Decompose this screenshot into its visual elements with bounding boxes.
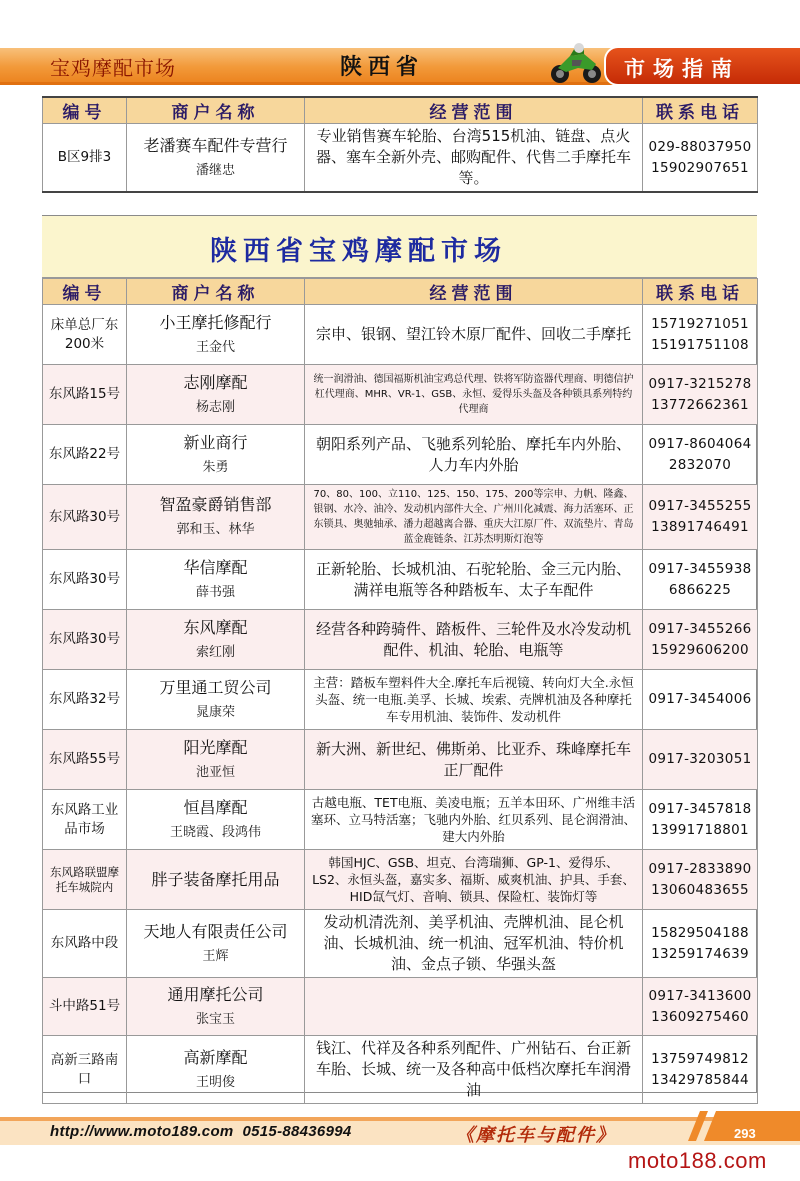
merchant-name: 智盈豪爵销售部 [159, 495, 272, 514]
merchant-phone-cell [643, 305, 758, 365]
merchant-scope: 古越电瓶、TET电瓶、美凌电瓶；五羊本田环、广州维丰活塞环、立马特活塞；飞驰内外胎、红贝系列、昆仑润滑油、建大内外胎 [305, 790, 643, 850]
merchant-contact-person: 王明俊 [195, 1074, 235, 1090]
column-header-phone: 联系电话 [643, 97, 758, 124]
merchant-phone-cell [643, 790, 758, 850]
site-watermark: moto188.com [628, 1148, 767, 1173]
merchant-scope: 70、80、100、立110、125、150、175、200等宗申、力帆、隆鑫、银钢、水冷、油冷、发动机内部件大全、广州川化减震、海力活塞环、正东锁具、奥驰轴承、潘力超越离合器、重庆大江原厂件、双流垫片、青岛蓝金鹿链条、江苏杰明斯灯泡等 [305, 485, 643, 550]
merchant-id: 床单总厂东200米 [43, 305, 127, 365]
merchant-phone: 0917-3413600 [648, 987, 752, 1004]
table-row [43, 550, 758, 610]
merchant-id: 东风路中段 [43, 910, 127, 978]
table-row [43, 425, 758, 485]
merchant-name-cell [127, 485, 305, 550]
merchant-name: 老潘赛车配件专营行 [143, 135, 288, 155]
merchant-id: 斗中路51号 [43, 978, 127, 1036]
merchant-scope: 专业销售赛车轮胎、台湾515机油、链盘、点火器、塞车全新外壳、邮购配件、代售二手摩托车等。 [305, 124, 643, 193]
merchant-scope: 经营各种跨骑件、踏板件、三轮件及水冷发动机配件、机油、轮胎、电瓶等 [305, 610, 643, 670]
merchant-id: 高新三路南口 [43, 1036, 127, 1104]
merchant-phone: 13429785844 [651, 1071, 749, 1088]
merchant-name: 天地人有限责任公司 [143, 921, 288, 941]
table-row [43, 610, 758, 670]
column-header-id: 编号 [43, 97, 127, 124]
merchant-id: 东风路工业品市场 [43, 790, 127, 850]
market-guide-badge [604, 46, 800, 86]
merchant-contact-person: 索红刚 [195, 644, 235, 660]
merchant-name-cell [127, 850, 305, 910]
merchant-phone: 0917-3215278 [648, 375, 752, 392]
merchant-phone: 0917-2833890 [648, 860, 752, 877]
merchant-contact-person: 池亚恒 [195, 764, 235, 780]
merchant-name-cell [127, 790, 305, 850]
merchant-name: 高新摩配 [183, 1047, 248, 1067]
merchant-name: 新业商行 [183, 432, 248, 452]
merchant-phone-cell [643, 365, 758, 425]
column-header-id: 编号 [43, 279, 127, 305]
table-row [43, 790, 758, 850]
column-header-scope: 经营范围 [305, 97, 643, 124]
merchant-id: 东风路联盟摩托车城院内 [43, 850, 127, 910]
merchant-phone: 0917-3455266 [648, 620, 752, 637]
merchant-phone: 6866225 [668, 581, 732, 598]
merchant-scope: 统一润滑油、德国福斯机油宝鸡总代理、铁将军防盗器代理商、明德信护杠代理商、MHR、VR-1、GSB、永恒、爱得乐头盔及各种锁具系列特约代理商 [305, 365, 643, 425]
merchant-scope: 正新轮胎、长城机油、石驼轮胎、金三元内胎、满祥电瓶等各种踏板车、太子车配件 [305, 550, 643, 610]
column-header-name: 商户名称 [127, 279, 305, 305]
footer-phone: 0515-88436994 [242, 1123, 352, 1140]
table-row [43, 978, 758, 1036]
merchant-scope: 钱江、代祥及各种系列配件、广州钻石、台正新车胎、长城、统一及各种高中低档次摩托车润滑油 [305, 1036, 643, 1104]
main-merchant-table [42, 278, 758, 1104]
header-center-title: 陕西省 [340, 54, 425, 80]
merchant-phone: 15829504188 [651, 924, 749, 941]
merchant-contact-person: 张宝玉 [195, 1011, 235, 1027]
merchant-contact-person: 潘继忠 [195, 162, 235, 178]
header-right-title: 市场指南 [624, 56, 740, 81]
merchant-name-cell [127, 365, 305, 425]
merchant-scope: 发动机清洗剂、美孚机油、壳牌机油、昆仑机油、长城机油、统一机油、冠军机油、特价机油、金点子锁、华强头盔 [305, 910, 643, 978]
merchant-name-cell [127, 730, 305, 790]
merchant-phone: 13891746491 [651, 519, 749, 535]
section-title-band [42, 216, 757, 278]
merchant-contact-person: 王金代 [195, 339, 235, 355]
merchant-phone: 0917-8604064 [648, 435, 752, 452]
merchant-phone-cell [643, 425, 758, 485]
table-row [43, 1036, 758, 1104]
main-table-body [43, 305, 758, 1104]
table-row [43, 850, 758, 910]
merchant-id: 东风路30号 [43, 485, 127, 550]
column-header-phone: 联系电话 [643, 279, 758, 305]
table-row [43, 670, 758, 730]
merchant-phone: 0917-3454006 [648, 691, 752, 707]
merchant-phone: 15719271051 [651, 315, 749, 332]
merchant-name-cell [127, 978, 305, 1036]
section-title: 陕西省宝鸡摩配市场 [210, 236, 507, 267]
table-row [43, 910, 758, 978]
merchant-contact-person: 薛书强 [195, 584, 235, 600]
merchant-id: 东风路30号 [43, 550, 127, 610]
merchant-phone: 13991718801 [651, 821, 749, 838]
merchant-id: 东风路55号 [43, 730, 127, 790]
table-header-row [43, 279, 758, 305]
merchant-name: 万里通工贸公司 [159, 677, 272, 697]
merchant-contact-person: 王辉 [202, 948, 229, 964]
merchant-contact-person: 郭和玉、林华 [176, 522, 255, 537]
merchant-phone: 13772662361 [651, 396, 749, 413]
page-header [0, 0, 800, 92]
merchant-contact-person: 晁康荣 [195, 704, 235, 720]
merchant-phone-cell [643, 978, 758, 1036]
merchant-phone-cell [643, 485, 758, 550]
merchant-name-cell [127, 550, 305, 610]
merchant-phone: 2832070 [668, 456, 732, 473]
merchant-phone-cell [643, 550, 758, 610]
merchant-phone: 13060483655 [651, 881, 749, 898]
merchant-name-cell [127, 124, 305, 193]
footer-magazine-title: 《摩托车与配件》 [456, 1125, 616, 1146]
merchant-scope: 朝阳系列产品、飞驰系列轮胎、摩托车内外胎、人力车内外胎 [305, 425, 643, 485]
merchant-phone: 0917-3455938 [648, 560, 752, 577]
merchant-phone: 0917-3457818 [648, 800, 752, 817]
merchant-id: 东风路22号 [43, 425, 127, 485]
footer-contact [50, 1123, 352, 1140]
header-left-title: 宝鸡摩配市场 [50, 56, 176, 80]
merchant-scope: 主营：踏板车塑料件大全.摩托车后视镜、转向灯大全.永恒头盔、统一电瓶.美孚、长城、埃索、壳牌机油及各种摩托车专用机油、装饰件、发动机件 [305, 670, 643, 730]
page-number: 293 [734, 1126, 756, 1141]
merchant-name: 华信摩配 [183, 557, 248, 577]
merchant-name-cell [127, 610, 305, 670]
merchant-name: 东风摩配 [183, 617, 248, 637]
merchant-name-cell [127, 670, 305, 730]
table-row [43, 305, 758, 365]
merchant-name-cell [127, 305, 305, 365]
merchant-phone: 13259174639 [651, 945, 749, 962]
merchant-contact-person: 朱勇 [202, 459, 229, 475]
merchant-name-cell [127, 910, 305, 978]
merchant-name: 恒昌摩配 [183, 797, 248, 817]
merchant-phone: 029-88037950 [648, 138, 752, 155]
merchant-id: 东风路32号 [43, 670, 127, 730]
merchant-scope: 宗申、银钢、望江铃木原厂配件、回收二手摩托 [305, 305, 643, 365]
table-row [43, 730, 758, 790]
merchant-id: 东风路15号 [43, 365, 127, 425]
merchant-contact-person: 王晓霞、段鸿伟 [169, 824, 261, 840]
merchant-phone-cell [643, 910, 758, 978]
merchant-name: 胖子装备摩托用品 [151, 869, 280, 889]
merchant-name: 通用摩托公司 [167, 984, 264, 1004]
merchant-contact-person: 杨志刚 [195, 399, 235, 415]
merchant-name-cell [127, 425, 305, 485]
merchant-phone-cell [643, 670, 758, 730]
merchant-name: 志刚摩配 [183, 372, 248, 392]
merchant-id: 东风路30号 [43, 610, 127, 670]
motorcycle-icon [548, 38, 604, 86]
merchant-phone: 0917-3203051 [648, 751, 752, 767]
merchant-name: 小王摩托修配行 [159, 312, 272, 332]
merchant-phone: 13609275460 [651, 1008, 749, 1025]
merchant-phone-cell [643, 730, 758, 790]
merchant-phone-cell [643, 1036, 758, 1104]
merchant-phone: 15902907651 [651, 159, 749, 176]
merchant-phone: 0917-3455255 [648, 498, 752, 514]
footer-url: http://www.moto189.com [50, 1123, 234, 1140]
merchant-name: 阳光摩配 [183, 737, 248, 757]
merchant-phone-cell [643, 850, 758, 910]
merchant-phone-cell [643, 610, 758, 670]
merchant-scope: 新大洲、新世纪、佛斯弟、比亚乔、珠峰摩托车正厂配件 [305, 730, 643, 790]
merchant-name-cell [127, 1036, 305, 1104]
merchant-phone-cell [643, 124, 758, 193]
table-row [43, 124, 758, 193]
column-header-scope: 经营范围 [305, 279, 643, 305]
merchant-phone: 15191751108 [651, 336, 749, 353]
merchant-scope: 韩国HJC、GSB、坦克、台湾瑞狮、GP-1、爱得乐、LS2、永恒头盔，嘉实多、福斯、威爽机油、护具、手套、HID氙气灯、音响、锁具、保险杠、装饰灯等 [305, 850, 643, 910]
merchant-scope [305, 978, 643, 1036]
table-header-row [43, 97, 758, 124]
table-row [43, 485, 758, 550]
column-header-name: 商户名称 [127, 97, 305, 124]
merchant-id: B区9排3 [43, 124, 127, 193]
merchant-phone: 15929606200 [651, 641, 749, 658]
merchant-phone: 13759749812 [651, 1050, 749, 1067]
table-row [43, 365, 758, 425]
top-merchant-table [42, 96, 758, 193]
